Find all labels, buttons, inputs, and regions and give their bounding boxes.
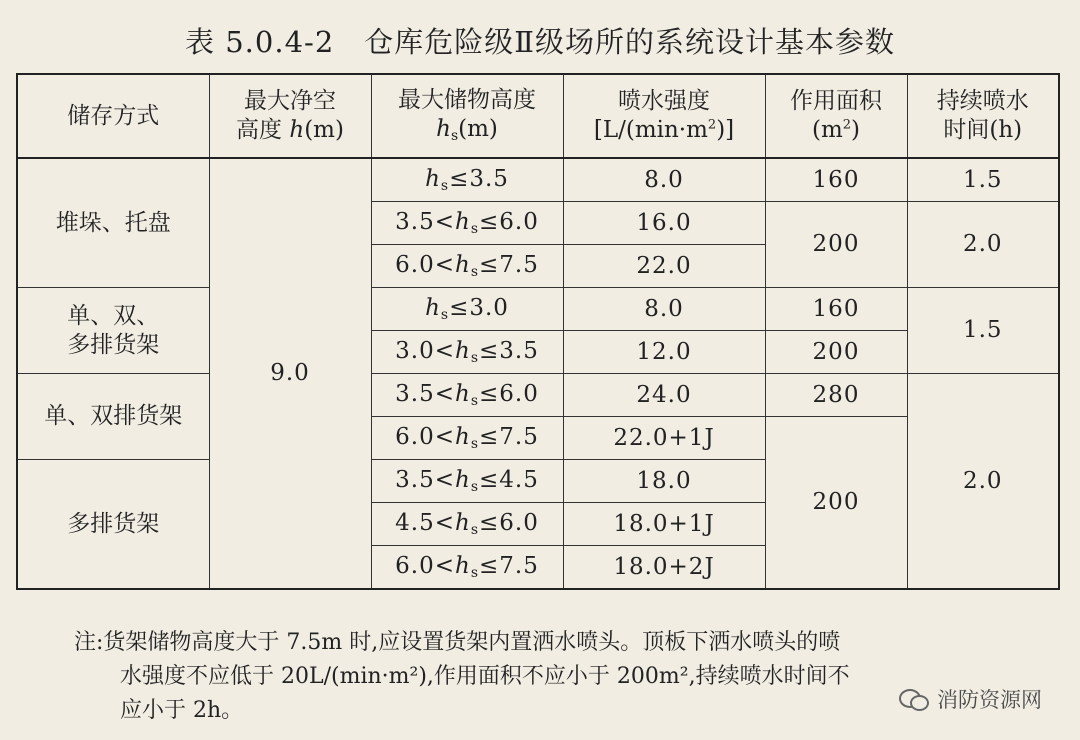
intensity-cell: 16.0	[563, 202, 765, 245]
intensity-cell: 22.0	[563, 245, 765, 288]
intensity-cell: 18.0+1J	[563, 503, 765, 546]
note-line-3: 应小于 2h。	[120, 698, 244, 724]
table-row	[17, 288, 1059, 331]
header-spray-intensity: 喷水强度 $[L/(\min\cdot m^2)]$	[563, 74, 765, 158]
area-cell: 200	[765, 202, 907, 288]
group-single-double-racks: 单、双排货架	[17, 374, 209, 460]
header-row	[17, 74, 1059, 158]
duration-cell: 2.0	[907, 374, 1059, 590]
watermark-text: 消防资源网	[937, 688, 1042, 712]
watermark	[899, 684, 1042, 714]
storage-height-cell: $3.5<h_s\le 6.0$	[371, 202, 563, 245]
note-line-2: 水强度不应低于 20L/(min·m²),作用面积不应小于 200m²,持续喷水时间不	[120, 664, 850, 690]
storage-height-cell: $h_s\le 3.5$	[371, 158, 563, 202]
note-line-1: 注:货架储物高度大于 7.5m 时,应设置货架内置洒水喷头。顶板下洒水喷头的喷	[74, 630, 841, 655]
max-height-cell: 9.0	[209, 158, 371, 589]
area-cell: 280	[765, 374, 907, 417]
storage-height-cell: $6.0<h_s\le 7.5$	[371, 417, 563, 460]
area-cell: 200	[765, 417, 907, 590]
storage-height-cell: $6.0<h_s\le 7.5$	[371, 245, 563, 288]
area-cell: 160	[765, 288, 907, 331]
parameter-table	[16, 73, 1060, 590]
duration-cell: 1.5	[907, 288, 1059, 374]
intensity-cell: 22.0+1J	[563, 417, 765, 460]
table-row	[17, 374, 1059, 417]
duration-cell: 2.0	[907, 202, 1059, 288]
header-storage-method: 储存方式	[17, 74, 209, 158]
table-title: 表 5.0.4-2 仓库危险级Ⅱ级场所的系统设计基本参数	[185, 25, 895, 59]
storage-height-cell: $6.0<h_s\le 7.5$	[371, 546, 563, 590]
header-max-storage-height: 最大储物高度 $h_s(m)$	[371, 74, 563, 158]
storage-height-cell: $3.5<h_s\le 4.5$	[371, 460, 563, 503]
intensity-cell: 8.0	[563, 158, 765, 202]
header-action-area: 作用面积 $(m^2)$	[765, 74, 907, 158]
group-multi-racks: 多排货架	[17, 460, 209, 590]
duration-cell: 1.5	[907, 158, 1059, 202]
table-row	[17, 158, 1059, 202]
area-cell: 200	[765, 331, 907, 374]
storage-height-cell: $3.0<h_s\le 3.5$	[371, 331, 563, 374]
intensity-cell: 12.0	[563, 331, 765, 374]
intensity-cell: 18.0+2J	[563, 546, 765, 590]
intensity-cell: 24.0	[563, 374, 765, 417]
group-pallet: 堆垛、托盘	[17, 158, 209, 288]
area-cell: 160	[765, 158, 907, 202]
intensity-cell: 8.0	[563, 288, 765, 331]
storage-height-cell: $h_s\le 3.0$	[371, 288, 563, 331]
header-duration: 持续喷水 时间(h)	[907, 74, 1059, 158]
group-racks: 单、双、 多排货架	[17, 288, 209, 374]
intensity-cell: 18.0	[563, 460, 765, 503]
storage-height-cell: $4.5<h_s\le 6.0$	[371, 503, 563, 546]
storage-height-cell: $3.5<h_s\le 6.0$	[371, 374, 563, 417]
header-max-clear-height: 最大净空 高度 h(m)	[209, 74, 371, 158]
wechat-icon	[899, 687, 929, 711]
